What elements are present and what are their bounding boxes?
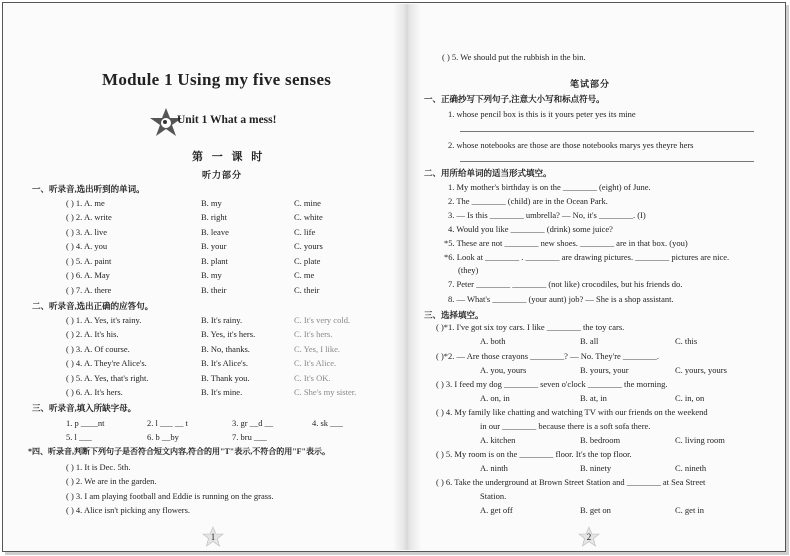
w3-option-c: C. living room: [675, 435, 725, 445]
w3-question: ( ) 4. My family like chatting and watching TV with our friends on the weekend: [436, 407, 708, 417]
unit-title: Unit 1 What a mess!: [177, 114, 277, 126]
q1-row: ( ) 2. A. write: [66, 212, 112, 222]
w2-item: 4. Would you like ________ (drink) some juice?: [448, 224, 613, 234]
q2-row: ( ) 3. A. Of course.: [66, 344, 130, 354]
w3-question-cont: Station.: [480, 491, 507, 501]
q1-option-c: C. their: [294, 285, 320, 295]
q2-row: ( ) 6. A. It's hers.: [66, 387, 123, 397]
q1-option-c: C. white: [294, 212, 323, 222]
q3-item: 7. bru ___: [232, 432, 267, 442]
w3-option-b: B. all: [580, 336, 599, 346]
w2-item: 8. — What's ________ (your aunt) job? — She is a shop assistant.: [448, 294, 674, 304]
q2-option-c: C. It's hers.: [294, 329, 333, 339]
answer-line: [460, 131, 754, 132]
q2-option-b: B. Yes, it's hers.: [201, 329, 256, 339]
q1-title: 一、听录音,选出听到的单词。: [32, 184, 145, 194]
q1-option-b: B. my: [201, 270, 222, 280]
book-gutter: [393, 4, 421, 550]
q2-row: ( ) 4. A. They're Alice's.: [66, 358, 147, 368]
q1-row: ( ) 1. A. me: [66, 198, 105, 208]
w3-question: ( ) 5. My room is on the ________ floor. It's the top floor.: [436, 449, 632, 459]
q3-item: 6. b __by: [147, 432, 179, 442]
module-title: Module 1 Using my five senses: [102, 70, 332, 89]
page-number-right: 2: [586, 532, 592, 542]
w3-option-a: A. get off: [480, 505, 513, 515]
q3-title: 三、听录音,填入所缺字母。: [32, 403, 137, 413]
w3-option-b: B. bedroom: [580, 435, 621, 445]
w3-option-c: C. this: [675, 336, 698, 346]
q2-option-b: B. It's rainy.: [201, 315, 243, 325]
q4-title: *四、听录音,判断下列句子是否符合短文内容,符合的用"T"表示,不符合的用"F"表示。: [28, 447, 330, 456]
w3-option-b: B. get on: [580, 505, 611, 515]
q1-option-c: C. life: [294, 227, 316, 237]
q1-row: ( ) 5. A. paint: [66, 256, 112, 266]
q1-option-b: B. your: [201, 241, 227, 251]
q4-row: ( ) 4. Alice isn't picking any flowers.: [66, 505, 191, 515]
q1-option-b: B. my: [201, 198, 222, 208]
q1-option-c: C. plate: [294, 256, 321, 266]
q3-item: 5. l ___: [66, 432, 92, 442]
w3-title: 三、选择填空。: [424, 310, 484, 320]
q2-option-c: C. It's OK.: [294, 373, 331, 383]
q3-item: 3. gr __d __: [232, 418, 274, 428]
q4-row: ( ) 1. It is Dec. 5th.: [66, 462, 131, 472]
w3-option-a: A. you, yours: [480, 365, 527, 375]
q2-option-b: B. Thank you.: [201, 373, 250, 383]
q2-row: ( ) 1. A. Yes, it's rainy.: [66, 315, 142, 325]
w3-option-b: B. yours, your: [580, 365, 629, 375]
q3-item: 4. sk ___: [312, 418, 343, 428]
q1-row: ( ) 4. A. you: [66, 241, 108, 251]
answer-line: [460, 161, 754, 162]
w3-option-a: A. kitchen: [480, 435, 516, 445]
q1-option-c: C. me: [294, 270, 315, 280]
q3-item: 2. l ___ __ t: [147, 418, 188, 428]
q2-row: ( ) 2. A. It's his.: [66, 329, 119, 339]
w2-item-cont: (they): [458, 265, 479, 275]
w3-option-a: A. ninth: [480, 463, 508, 473]
w1-item: 2. whose notebooks are those are those notebooks marys yes theyre hers: [448, 140, 694, 150]
q1-row: ( ) 3. A. live: [66, 227, 108, 237]
section-heading-listening: 听力部分: [202, 170, 243, 180]
w2-item: 3. — Is this ________ umbrella? — No, it's ________. (I): [448, 210, 646, 220]
w3-option-c: C. get in: [675, 505, 705, 515]
q1-row: ( ) 7. A. there: [66, 285, 112, 295]
w3-option-c: C. nineth: [675, 463, 707, 473]
w1-item: 1. whose pencil box is this is it yours peter yes its mine: [448, 109, 636, 119]
w2-item: 2. The ________ (child) are in the Ocean Park.: [448, 196, 608, 206]
w2-item: *5. These are not ________ new shoes. ________ are in that box. (you): [444, 238, 688, 248]
q1-option-b: B. leave: [201, 227, 229, 237]
q2-option-c: C. It's very cold.: [294, 315, 351, 325]
q1-option-b: B. right: [201, 212, 227, 222]
w3-question: ( )*1. I've got six toy cars. I like ________ the toy cars.: [436, 322, 625, 332]
w2-item: 1. My mother's birthday is on the ________ (eight) of June.: [448, 182, 651, 192]
q4-row: ( ) 2. We are in the garden.: [66, 476, 157, 486]
w2-item: 7. Peter ________ ________ (not like) crocodiles, but his friends do.: [448, 279, 683, 289]
q1-option-b: B. plant: [201, 256, 228, 266]
listening-q4-item5: ( ) 5. We should put the rubbish in the bin.: [442, 52, 586, 62]
q4-row: ( ) 3. I am playing football and Eddie is running on the grass.: [66, 491, 274, 501]
w3-option-c: C. yours, yours: [675, 365, 727, 375]
q1-option-c: C. mine: [294, 198, 321, 208]
page-number-left: 1: [210, 532, 216, 542]
w3-option-c: C. in, on: [675, 393, 705, 403]
w2-title: 二、用所给单词的适当形式填空。: [424, 168, 552, 178]
section-heading-writing: 笔试部分: [570, 79, 611, 89]
w3-option-b: B. at, in: [580, 393, 607, 403]
w1-title: 一、正确抄写下列句子,注意大小写和标点符号。: [424, 94, 605, 104]
q1-row: ( ) 6. A. May: [66, 270, 110, 280]
q1-option-b: B. their: [201, 285, 227, 295]
q2-title: 二、听录音,选出正确的应答句。: [32, 301, 154, 311]
w3-question: ( ) 3. I feed my dog ________ seven o'clock ________ the morning.: [436, 379, 668, 389]
w3-option-b: B. ninety: [580, 463, 612, 473]
w3-option-a: A. on, in: [480, 393, 510, 403]
q2-option-c: C. She's my sister.: [294, 387, 357, 397]
w2-item: *6. Look at ________ . ________ are drawing pictures. ________ pictures are nice.: [444, 252, 730, 262]
q3-item: 1. p ____nt: [66, 418, 105, 428]
q1-option-c: C. yours: [294, 241, 323, 251]
q2-row: ( ) 5. A. Yes, that's right.: [66, 373, 149, 383]
q2-option-b: B. It's mine.: [201, 387, 243, 397]
q2-option-b: B. It's Alice's.: [201, 358, 248, 368]
w3-option-a: A. both: [480, 336, 506, 346]
w3-question-cont: in our ________ because there is a soft sofa there.: [480, 421, 651, 431]
w3-question: ( ) 6. Take the underground at Brown Street Station and ________ at Sea Street: [436, 477, 706, 487]
q2-option-c: C. It's Alice.: [294, 358, 337, 368]
lesson-title: 第 一 课 时: [192, 151, 266, 163]
q2-option-b: B. No, thanks.: [201, 344, 250, 354]
q2-option-c: C. Yes, I like.: [294, 344, 341, 354]
w3-question: ( )*2. — Are those crayons ________? — No. They're ________.: [436, 351, 660, 361]
